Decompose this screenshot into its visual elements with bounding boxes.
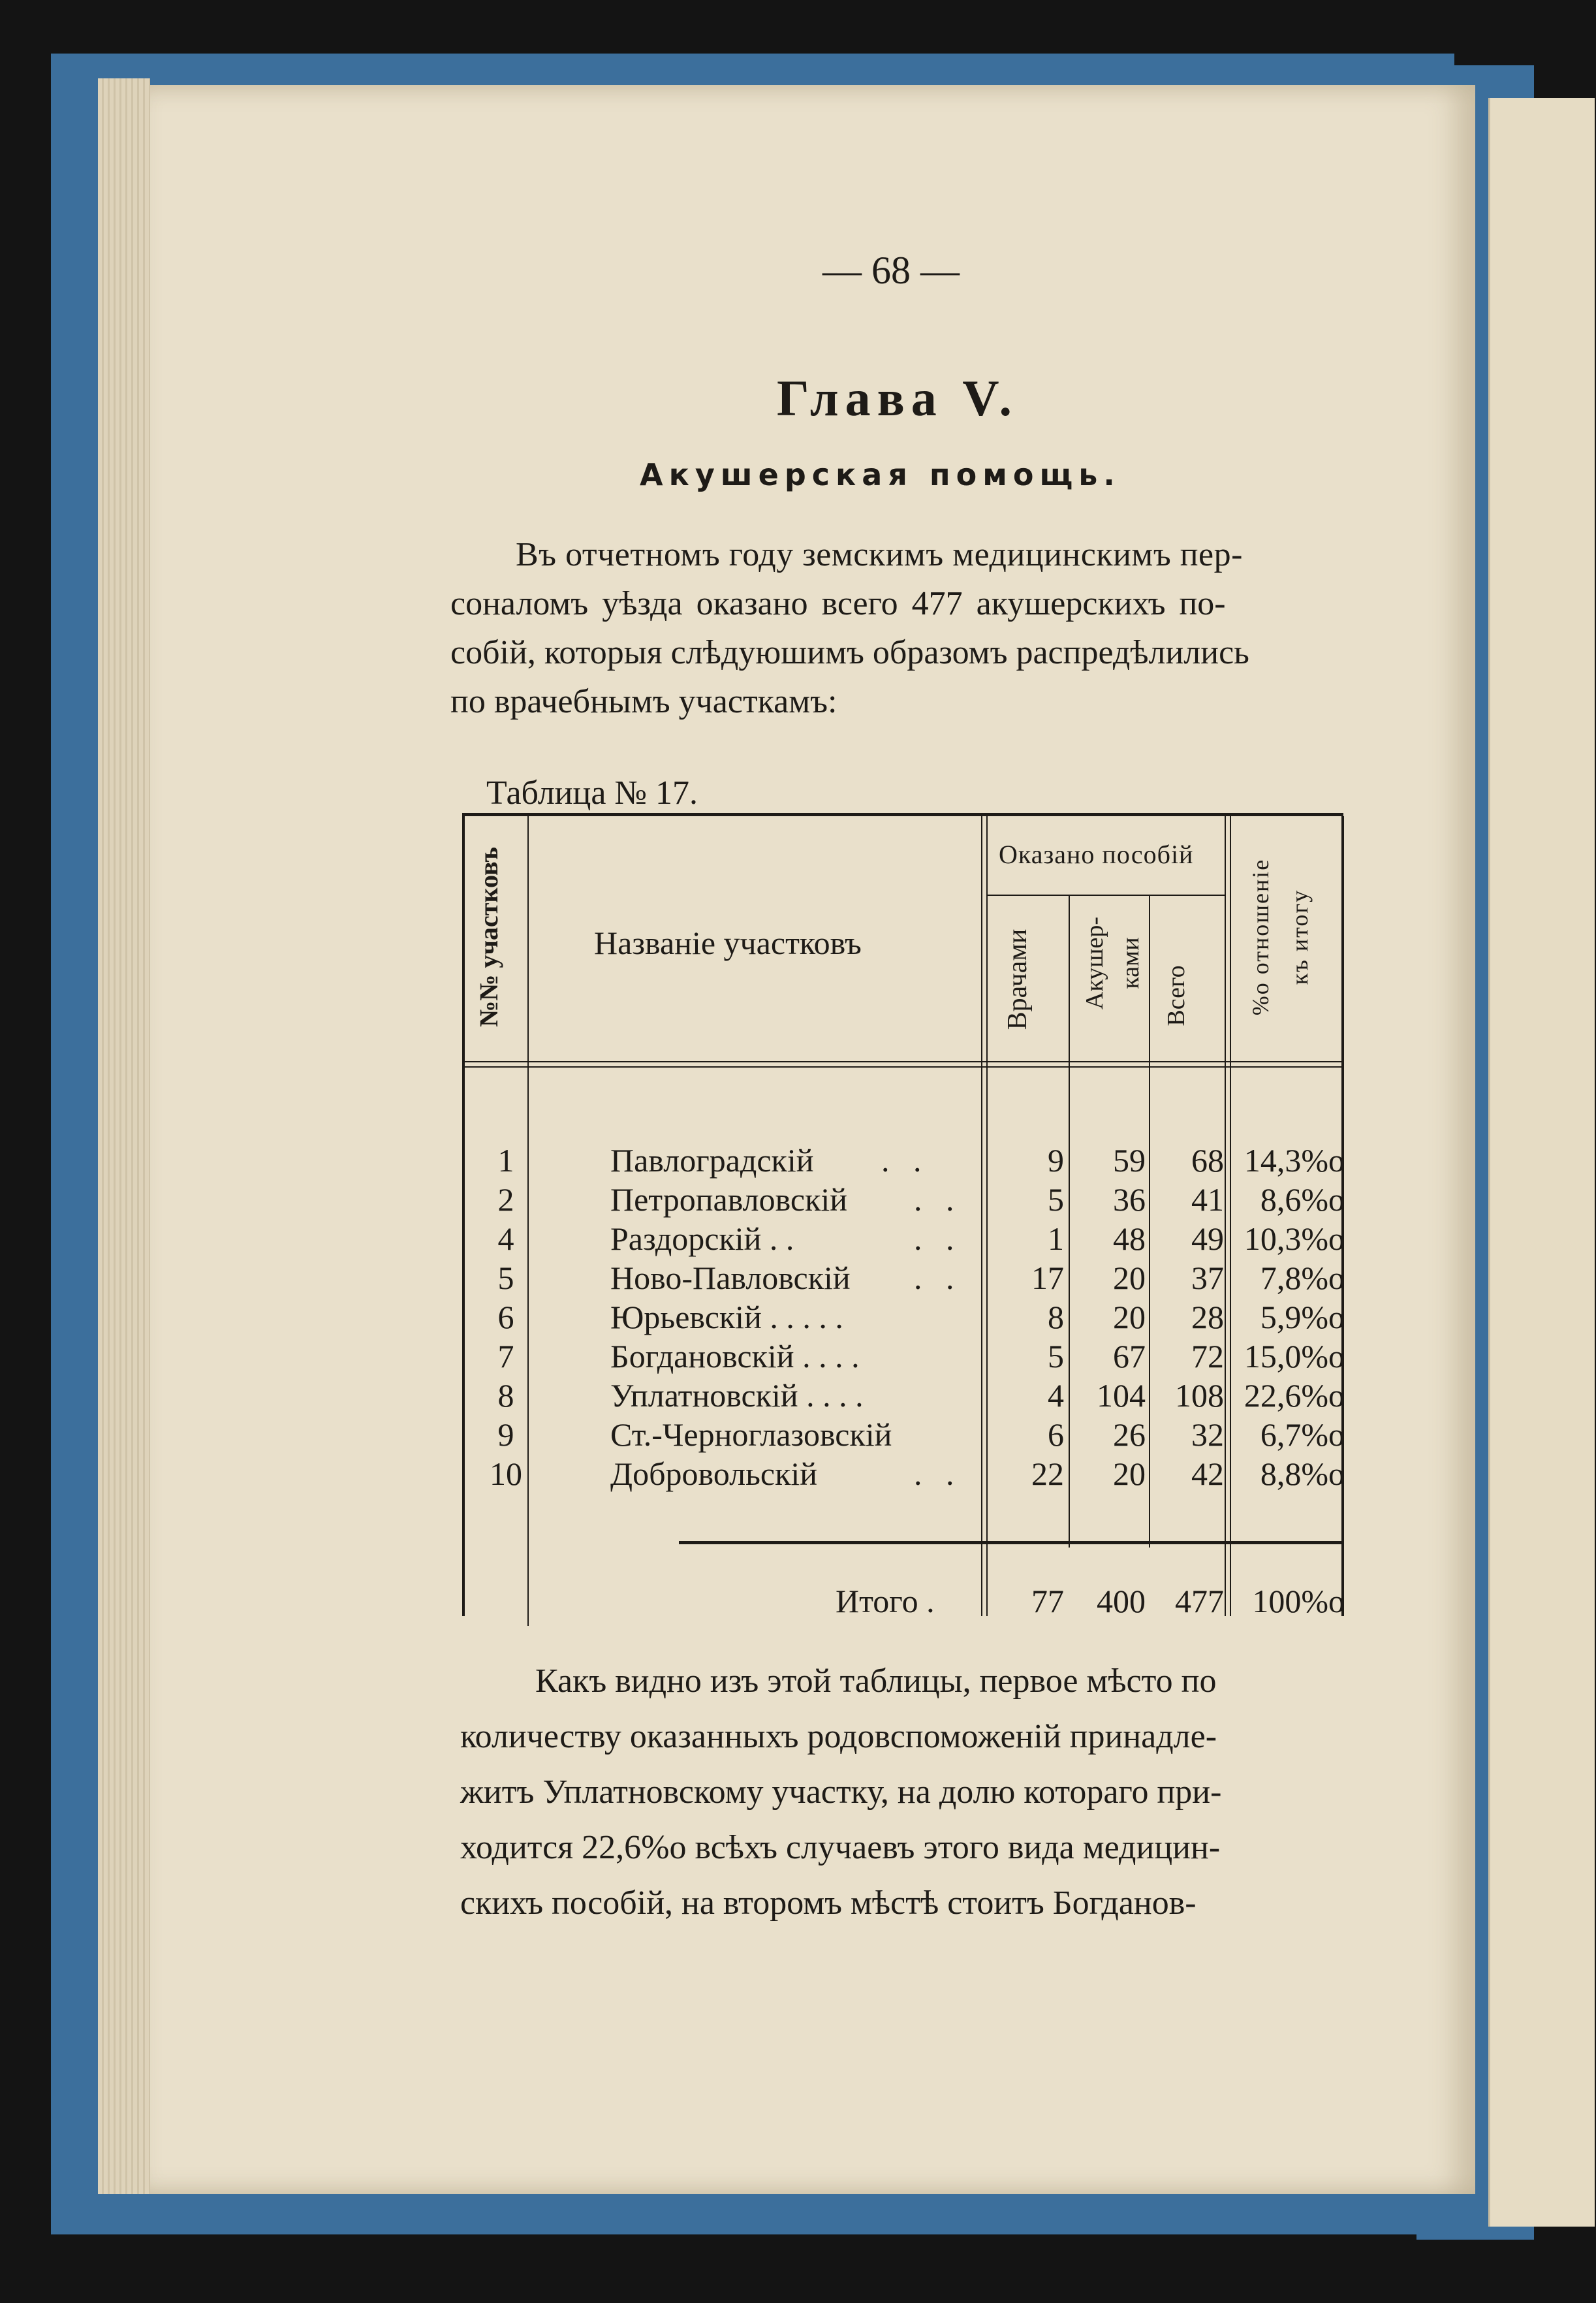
outro-line-2: количеству оказанныхъ родовспоможеній принадле-: [460, 1718, 1217, 1755]
row-percent: 10,3%о: [1244, 1220, 1345, 1257]
totals-doctors: 77: [1031, 1583, 1064, 1619]
header-bottom-rule-a: [462, 1061, 1343, 1062]
row-total: 108: [1175, 1377, 1224, 1414]
row-percent: 22,6%о: [1244, 1377, 1345, 1414]
row-number: 7: [497, 1338, 514, 1374]
outro-line-3: житъ Уплатновскому участку, на долю котораго при-: [460, 1773, 1222, 1811]
header-total: Всего: [1163, 965, 1190, 1026]
row-doctors: 5: [1048, 1338, 1064, 1374]
row-midwives: 36: [1113, 1181, 1146, 1218]
row-total: 28: [1191, 1299, 1224, 1335]
row-dots: . .: [914, 1220, 962, 1257]
row-name: Ново-Павловскій: [610, 1260, 851, 1296]
row-number: 8: [497, 1377, 514, 1414]
outro-line-5: скихъ пособій, на второмъ мѣстѣ стоитъ Богданов-: [460, 1884, 1197, 1922]
header-group: Оказано пособій: [999, 840, 1194, 869]
row-number: 5: [497, 1260, 514, 1296]
row-percent: 7,8%о: [1260, 1260, 1345, 1296]
intro-line-3: собій, которыя слѣдуюшимъ образомъ распредѣлились: [450, 634, 1249, 671]
row-doctors: 9: [1048, 1142, 1064, 1179]
row-percent: 8,6%о: [1260, 1181, 1345, 1218]
row-total: 37: [1191, 1260, 1224, 1296]
totals-rule: [679, 1541, 1343, 1544]
row-midwives: 48: [1113, 1220, 1146, 1257]
header-midwives-1: Акушер-: [1081, 916, 1108, 1010]
intro-line-4: по врачебнымъ участкамъ:: [450, 683, 837, 720]
row-percent: 14,3%о: [1244, 1142, 1345, 1179]
header-percent-2: къ итогу: [1287, 889, 1313, 985]
row-doctors: 17: [1031, 1260, 1064, 1296]
outro-line-4: ходится 22,6%о всѣхъ случаевъ этого вида медицин-: [460, 1829, 1221, 1866]
table-left-rule: [462, 816, 465, 1616]
row-doctors: 6: [1048, 1416, 1064, 1453]
row-total: 68: [1191, 1142, 1224, 1179]
table-caption: Таблица № 17.: [486, 774, 698, 812]
row-dots: . .: [914, 1260, 962, 1296]
row-total: 41: [1191, 1181, 1224, 1218]
row-name: Раздорскій . .: [610, 1220, 794, 1257]
col-rule-3: [1069, 895, 1070, 1548]
page-stack-edges: [98, 78, 150, 2194]
row-number: 2: [497, 1181, 514, 1218]
intro-line-1: Въ отчетномъ году земскимъ медицинскимъ пер-: [516, 536, 1243, 573]
row-percent: 5,9%о: [1260, 1299, 1345, 1335]
col-rule-5b: [1230, 816, 1231, 1616]
row-dots: . .: [881, 1142, 930, 1179]
row-name: Уплатновскій . . . .: [610, 1377, 864, 1414]
header-doctors: Врачами: [1003, 929, 1033, 1030]
row-total: 32: [1191, 1416, 1224, 1453]
row-midwives: 26: [1113, 1416, 1146, 1453]
row-name: Ст.-Черноглазовскій: [610, 1416, 892, 1453]
row-midwives: 59: [1113, 1142, 1146, 1179]
totals-midwives: 400: [1097, 1583, 1146, 1619]
facing-page-edge: [1488, 98, 1595, 2227]
row-number: 10: [490, 1455, 522, 1492]
row-name: Павлоградскій: [610, 1142, 814, 1179]
row-percent: 15,0%о: [1244, 1338, 1345, 1374]
page-number: — 68 —: [822, 249, 960, 292]
header-number: №№ участковъ: [474, 847, 503, 1027]
col-rule-5a: [1225, 816, 1226, 1616]
row-dots: . .: [914, 1455, 962, 1492]
row-name: Юрьевскій . . . . .: [610, 1299, 843, 1335]
col-rule-2b: [986, 816, 988, 1616]
row-doctors: 22: [1031, 1455, 1064, 1492]
row-midwives: 67: [1113, 1338, 1146, 1374]
header-percent-1: %о отношеніе: [1247, 858, 1274, 1016]
row-doctors: 1: [1048, 1220, 1064, 1257]
row-number: 1: [497, 1142, 514, 1179]
col-rule-4: [1149, 895, 1150, 1548]
section-subtitle: Акушерская помощь.: [640, 457, 1121, 492]
table-top-rule: [462, 813, 1343, 816]
row-doctors: 4: [1048, 1377, 1064, 1414]
header-bottom-rule-b: [462, 1066, 1343, 1068]
row-number: 9: [497, 1416, 514, 1453]
intro-line-2: соналомъ уѣзда оказано всего 477 акушерскихъ по-: [450, 585, 1226, 622]
row-midwives: 104: [1097, 1377, 1146, 1414]
header-midwives-2: ками: [1117, 937, 1144, 989]
row-percent: 6,7%о: [1260, 1416, 1345, 1453]
chapter-heading: Глава V.: [777, 370, 1018, 426]
col-rule-2a: [981, 816, 982, 1616]
row-total: 49: [1191, 1220, 1224, 1257]
row-doctors: 5: [1048, 1181, 1064, 1218]
row-midwives: 20: [1113, 1455, 1146, 1492]
row-total: 42: [1191, 1455, 1224, 1492]
row-name: Петропавловскій: [610, 1181, 848, 1218]
totals-label: Итого .: [836, 1583, 935, 1619]
row-total: 72: [1191, 1338, 1224, 1374]
row-name: Добровольскій: [610, 1455, 818, 1492]
header-name: Названіе участковъ: [594, 925, 862, 961]
row-dots: . .: [914, 1181, 962, 1218]
row-percent: 8,8%о: [1260, 1455, 1345, 1492]
row-number: 6: [497, 1299, 514, 1335]
totals-percent: 100%о: [1252, 1583, 1345, 1619]
row-doctors: 8: [1048, 1299, 1064, 1335]
outro-line-1: Какъ видно изъ этой таблицы, первое мѣсто по: [535, 1662, 1217, 1700]
row-name: Богдановскій . . . .: [610, 1338, 860, 1374]
row-number: 4: [497, 1220, 514, 1257]
totals-total: 477: [1175, 1583, 1224, 1619]
row-midwives: 20: [1113, 1260, 1146, 1296]
row-midwives: 20: [1113, 1299, 1146, 1335]
